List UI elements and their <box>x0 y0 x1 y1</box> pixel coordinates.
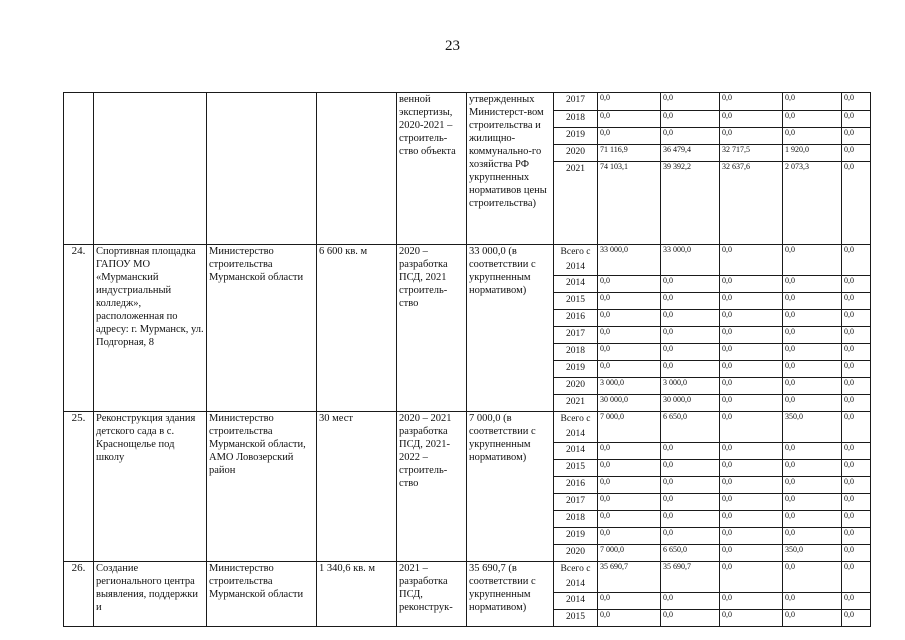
value-cell: 0,0 <box>842 361 871 378</box>
deadlines-text: 2020 – 2021 разработка ПСД, 2021-2022 – строитель-ство <box>397 412 467 562</box>
value-cell: 32 637,6 <box>720 162 783 245</box>
year-cell: 2018 <box>554 511 598 528</box>
value-cell: 0,0 <box>842 293 871 310</box>
value-cell: 0,0 <box>598 93 661 111</box>
value-cell: 71 116,9 <box>598 145 661 162</box>
value-cell: 0,0 <box>661 128 720 145</box>
value-cell: 0,0 <box>842 511 871 528</box>
value-cell: 0,0 <box>598 460 661 477</box>
value-cell: 0,0 <box>661 93 720 111</box>
deadlines-text: 2020 – разработка ПСД, 2021 строитель-ство <box>397 245 467 412</box>
value-cell: 350,0 <box>783 412 842 443</box>
cost-text: 33 000,0 (в соответствии с укрупненным нормативом) <box>467 245 554 412</box>
value-cell: 0,0 <box>720 443 783 460</box>
value-cell: 0,0 <box>783 395 842 412</box>
value-cell: 33 000,0 <box>661 245 720 276</box>
value-cell: 0,0 <box>842 412 871 443</box>
value-cell: 0,0 <box>842 494 871 511</box>
value-cell: 0,0 <box>720 494 783 511</box>
year-cell: 2015 <box>554 293 598 310</box>
table-row <box>64 412 871 443</box>
value-cell: 0,0 <box>661 344 720 361</box>
capacity-value: 1 340,6 кв. м <box>317 562 397 627</box>
value-cell: 39 392,2 <box>661 162 720 245</box>
value-cell: 1 920,0 <box>783 145 842 162</box>
value-cell: 0,0 <box>842 562 871 593</box>
year-cell: 2020 <box>554 145 598 162</box>
year-cell: 2018 <box>554 111 598 128</box>
value-cell: 0,0 <box>598 443 661 460</box>
value-cell: 0,0 <box>661 111 720 128</box>
row-number: 24. <box>64 245 94 412</box>
value-cell: 0,0 <box>842 344 871 361</box>
cost-cell: утвержденных Министерст-вом строительства и жилищно-коммунально-го хозяйства РФ укрупненных нормативов цены строительства) <box>467 93 554 245</box>
value-cell: 30 000,0 <box>598 395 661 412</box>
value-cell: 0,0 <box>720 593 783 610</box>
value-cell: 0,0 <box>598 477 661 494</box>
value-cell: 0,0 <box>598 361 661 378</box>
value-cell: 350,0 <box>783 545 842 562</box>
value-cell: 0,0 <box>842 276 871 293</box>
value-cell: 0,0 <box>661 443 720 460</box>
value-cell: 0,0 <box>598 310 661 327</box>
value-cell: 30 000,0 <box>661 395 720 412</box>
value-cell: 0,0 <box>661 460 720 477</box>
year-cell: 2014 <box>554 593 598 610</box>
value-cell: 0,0 <box>598 511 661 528</box>
value-cell: 0,0 <box>661 610 720 627</box>
value-cell: 0,0 <box>842 443 871 460</box>
agency-name: Министерство строительства Мурманской области, АМО Ловозерский район <box>207 412 317 562</box>
value-cell: 0,0 <box>598 293 661 310</box>
capacity-cell <box>317 93 397 245</box>
year-cell: 2021 <box>554 395 598 412</box>
year-cell: 2015 <box>554 460 598 477</box>
value-cell: 0,0 <box>783 460 842 477</box>
value-cell: 0,0 <box>783 327 842 344</box>
value-cell: 35 690,7 <box>661 562 720 593</box>
table-row <box>64 245 871 276</box>
year-cell: 2020 <box>554 545 598 562</box>
value-cell: 0,0 <box>720 310 783 327</box>
value-cell: 0,0 <box>783 378 842 395</box>
value-cell: 0,0 <box>783 293 842 310</box>
value-cell: 0,0 <box>720 511 783 528</box>
object-name: Создание регионального центра выявления, поддержки и <box>94 562 207 627</box>
agency-cell <box>207 93 317 245</box>
value-cell: 0,0 <box>783 361 842 378</box>
value-cell: 32 717,5 <box>720 145 783 162</box>
row-number: 26. <box>64 562 94 627</box>
value-cell: 0,0 <box>661 327 720 344</box>
object-name: Спортивная площадка ГАПОУ МО «Мурманский индустриальный колледж», расположенная по адресу: г. Мурманск, ул. Подгорная, 8 <box>94 245 207 412</box>
value-cell: 0,0 <box>720 128 783 145</box>
num-cell <box>64 93 94 245</box>
value-cell: 36 479,4 <box>661 145 720 162</box>
value-cell: 0,0 <box>783 344 842 361</box>
value-cell: 0,0 <box>720 378 783 395</box>
value-cell: 0,0 <box>720 412 783 443</box>
object-name: Реконструкция здания детского сада в с. Краснощелье под школу <box>94 412 207 562</box>
value-cell: 0,0 <box>842 477 871 494</box>
value-cell: 0,0 <box>720 344 783 361</box>
value-cell: 0,0 <box>661 361 720 378</box>
value-cell: 0,0 <box>720 395 783 412</box>
value-cell: 0,0 <box>661 511 720 528</box>
value-cell: 0,0 <box>842 128 871 145</box>
value-cell: 0,0 <box>661 293 720 310</box>
agency-name: Министерство строительства Мурманской области <box>207 245 317 412</box>
year-cell: 2020 <box>554 378 598 395</box>
value-cell: 0,0 <box>598 344 661 361</box>
year-cell: 2017 <box>554 327 598 344</box>
value-cell: 0,0 <box>661 276 720 293</box>
table-row <box>64 93 871 111</box>
value-cell: 0,0 <box>661 477 720 494</box>
value-cell: 0,0 <box>783 562 842 593</box>
value-cell: 0,0 <box>842 145 871 162</box>
value-cell: 0,0 <box>842 593 871 610</box>
year-cell: 2018 <box>554 344 598 361</box>
value-cell: 0,0 <box>598 528 661 545</box>
value-cell: 7 000,0 <box>598 545 661 562</box>
value-cell: 0,0 <box>842 162 871 245</box>
value-cell: 0,0 <box>842 395 871 412</box>
value-cell: 0,0 <box>720 293 783 310</box>
year-cell: Всего с 2014 <box>554 245 598 276</box>
value-cell: 0,0 <box>783 443 842 460</box>
value-cell: 0,0 <box>661 528 720 545</box>
deadlines-text: 2021 – разработка ПСД, реконструк- <box>397 562 467 627</box>
value-cell: 0,0 <box>598 494 661 511</box>
value-cell: 35 690,7 <box>598 562 661 593</box>
year-cell: Всего с 2014 <box>554 412 598 443</box>
value-cell: 0,0 <box>783 310 842 327</box>
page-number: 23 <box>445 38 460 54</box>
value-cell: 0,0 <box>783 593 842 610</box>
value-cell: 3 000,0 <box>661 378 720 395</box>
value-cell: 0,0 <box>783 610 842 627</box>
value-cell: 0,0 <box>842 310 871 327</box>
row-number: 25. <box>64 412 94 562</box>
value-cell: 0,0 <box>783 528 842 545</box>
cost-text: 7 000,0 (в соответствии с укрупненным нормативом) <box>467 412 554 562</box>
value-cell: 0,0 <box>720 477 783 494</box>
table-row <box>64 562 871 593</box>
value-cell: 0,0 <box>842 93 871 111</box>
value-cell: 0,0 <box>720 610 783 627</box>
value-cell: 0,0 <box>720 327 783 344</box>
value-cell: 0,0 <box>720 562 783 593</box>
agency-name: Министерство строительства Мурманской области <box>207 562 317 627</box>
cost-text: 35 690,7 (в соответствии с укрупненным нормативом) <box>467 562 554 627</box>
year-cell: 2017 <box>554 494 598 511</box>
year-cell: 2015 <box>554 610 598 627</box>
value-cell: 0,0 <box>842 545 871 562</box>
value-cell: 0,0 <box>598 276 661 293</box>
value-cell: 0,0 <box>720 545 783 562</box>
year-cell: 2014 <box>554 276 598 293</box>
value-cell: 0,0 <box>598 111 661 128</box>
value-cell: 0,0 <box>783 93 842 111</box>
value-cell: 0,0 <box>842 245 871 276</box>
value-cell: 0,0 <box>842 610 871 627</box>
value-cell: 0,0 <box>661 494 720 511</box>
year-cell: Всего с 2014 <box>554 562 598 593</box>
year-cell: 2019 <box>554 528 598 545</box>
value-cell: 0,0 <box>783 276 842 293</box>
value-cell: 0,0 <box>842 111 871 128</box>
year-cell: 2017 <box>554 93 598 111</box>
value-cell: 0,0 <box>783 511 842 528</box>
value-cell: 33 000,0 <box>598 245 661 276</box>
value-cell: 0,0 <box>720 111 783 128</box>
value-cell: 0,0 <box>842 327 871 344</box>
value-cell: 0,0 <box>842 460 871 477</box>
year-cell: 2021 <box>554 162 598 245</box>
year-cell: 2016 <box>554 477 598 494</box>
value-cell: 0,0 <box>842 378 871 395</box>
value-cell: 0,0 <box>598 128 661 145</box>
value-cell: 0,0 <box>720 276 783 293</box>
value-cell: 0,0 <box>783 128 842 145</box>
value-cell: 0,0 <box>783 494 842 511</box>
value-cell: 0,0 <box>842 528 871 545</box>
deadlines-cell: венной экспертизы, 2020-2021 – строитель-ство объекта <box>397 93 467 245</box>
table-body <box>64 93 871 627</box>
value-cell: 7 000,0 <box>598 412 661 443</box>
year-cell: 2019 <box>554 361 598 378</box>
value-cell: 3 000,0 <box>598 378 661 395</box>
value-cell: 2 073,3 <box>783 162 842 245</box>
year-cell: 2014 <box>554 443 598 460</box>
value-cell: 0,0 <box>720 245 783 276</box>
value-cell: 0,0 <box>661 310 720 327</box>
value-cell: 0,0 <box>783 245 842 276</box>
value-cell: 0,0 <box>598 327 661 344</box>
value-cell: 6 650,0 <box>661 545 720 562</box>
value-cell: 0,0 <box>720 93 783 111</box>
program-table <box>63 92 871 627</box>
year-cell: 2019 <box>554 128 598 145</box>
value-cell: 0,0 <box>783 477 842 494</box>
value-cell: 0,0 <box>720 361 783 378</box>
year-cell: 2016 <box>554 310 598 327</box>
value-cell: 0,0 <box>661 593 720 610</box>
capacity-value: 6 600 кв. м <box>317 245 397 412</box>
capacity-value: 30 мест <box>317 412 397 562</box>
value-cell: 0,0 <box>783 111 842 128</box>
value-cell: 0,0 <box>720 460 783 477</box>
value-cell: 0,0 <box>598 610 661 627</box>
value-cell: 6 650,0 <box>661 412 720 443</box>
value-cell: 0,0 <box>720 528 783 545</box>
name-cell <box>94 93 207 245</box>
value-cell: 74 103,1 <box>598 162 661 245</box>
value-cell: 0,0 <box>598 593 661 610</box>
